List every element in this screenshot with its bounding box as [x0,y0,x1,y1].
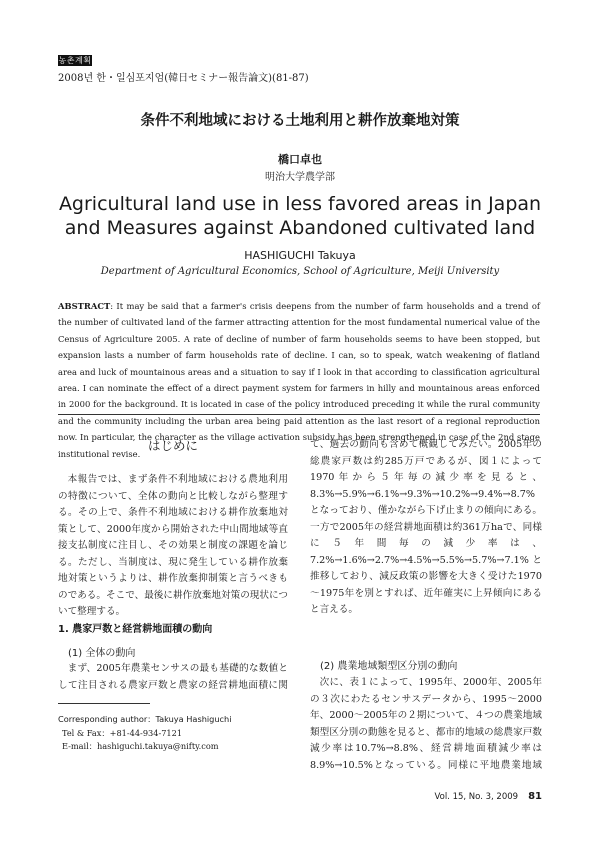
journal-header-line: 2008년 한・일심포지엄(韓日セミナー報告論文)(81-87) [58,73,309,84]
english-title [0,192,600,240]
english-author: HASHIGUCHI Takuya [244,249,356,262]
english-title-line2: and Measures against Abandoned cultivated land [64,217,536,239]
japanese-author: 橋口卓也 [278,153,322,166]
section1-heading: 1. 農家戸数と経営耕地面積の動向 [58,624,213,635]
subsection2-paragraph [310,675,542,775]
japanese-title: 条件不利地域における土地利用と耕作放棄地対策 [140,113,460,129]
page-footer [434,791,542,802]
email: E-mail：hashiguchi.takuya@nifty.com [62,741,219,751]
subsection1-text: まず、2005年農業センサスの最も基礎的な数値として注目される農家戸数と農家の経営耕地面積に関 [58,663,288,691]
english-affiliation: Department of Agricultural Economics, School of Agriculture, Meiji University [100,266,500,277]
intro-text: 本報告では、まず条件不利地域における農地利用の特徴について、全体の動向と比較しながら整理する。その上で、条件不利地域における耕作放棄地対策として、2000年度から開始された中山間地域等直接支払制度に注目し、その効果と制度の課題を論じる。ただし、当制度は、現に発生している耕作放棄地対策というよりは、耕作放棄抑制策と言うべきものである。そこで、最後に耕作放棄地対策の現状について整理する。 [58,474,288,617]
volume-info: Vol. 15, No. 3, 2009 [434,792,519,802]
english-title-line1: Agricultural land use in less favored areas in Japan [58,193,542,215]
tel-fax: Tel & Fax：+81-44-934-7121 [62,727,183,738]
intro-heading: はじめに [147,438,198,453]
subsection1-heading: (1) 全体の動向 [68,648,136,659]
subsection2-text: 次に、表１によって、1995年、2000年、2005年の３次にわたるセンサスデータから、1995～2000年、2000～2005年の２期について、４つの農業地域類型区分別の動態を見ると、都市的地域の総農家戸数減少率は10.7%→8.8%、経営耕地面積減少率は8.9%→10.5%となっている。同様に平地農業地域 [310,677,542,771]
abstract-divider [58,414,540,415]
intro-paragraph [58,472,288,621]
journal-logo: 농촌계획 [58,56,92,65]
abstract-label: ABSTRACT [58,301,111,311]
subsection2-heading: (2) 農業地域類型区分別の動向 [320,661,458,672]
subsection1-text-part1 [58,661,288,694]
corresponding-author: Corresponding author：Takuya Hashiguchi [58,714,232,724]
page-number: 81 [528,791,542,802]
japanese-affiliation: 明治大学農学部 [265,172,335,183]
footnote-divider [58,703,150,704]
abstract-text: : It may be said that a farmer's crisis deepens from the number of farm households and a trend of the number of cultivated land of the farmer attracting attention for the most fundamental numerical value of the Census of Agriculture 2005. A rate of decline of number of farm households seems to have been stopped, but expansion lasts a number of farm households rate of decline. I can, so to speak, watch weakening of flatland area and luck of mountainous areas and a situation to say if I look in that according to classification agricultural area. I can nominate the effect of a direct payment system for farmers in hilly and mountainous areas enforced in 2000 for the background. It is located in case of the policy introduced preceding it while the rural community and the community including the urban area being paid attention as the last resort of a regional reproduction now. In particular, the character as the village activation subsidy has been strengthened in case of the 2nd stage institutional revise. [58,301,540,459]
subsection1-text-continued: て、過去の動向も含めて概観してみたい。2005年の総農家戸数は約285万戸であるが、図１によって1970年から５年毎の減少率を見ると、8.3%→5.9%→6.1%→9.3%→10.2%→9.4%→8.7%となっており、僅かながら下げ止まりの傾向にある。一方で2005年の経営耕地面積は約361万haで、同様に５年間毎の減少率は、7.2%→1.6%→2.7%→4.5%→5.5%→5.7%→7.1%と推移しており、減反政策の影響を大きく受けた1970～1975年を別とすれば、近年確実に上昇傾向にあると言える。 [310,439,542,615]
footnote [58,713,232,754]
subsection1-text-part2 [310,437,542,636]
